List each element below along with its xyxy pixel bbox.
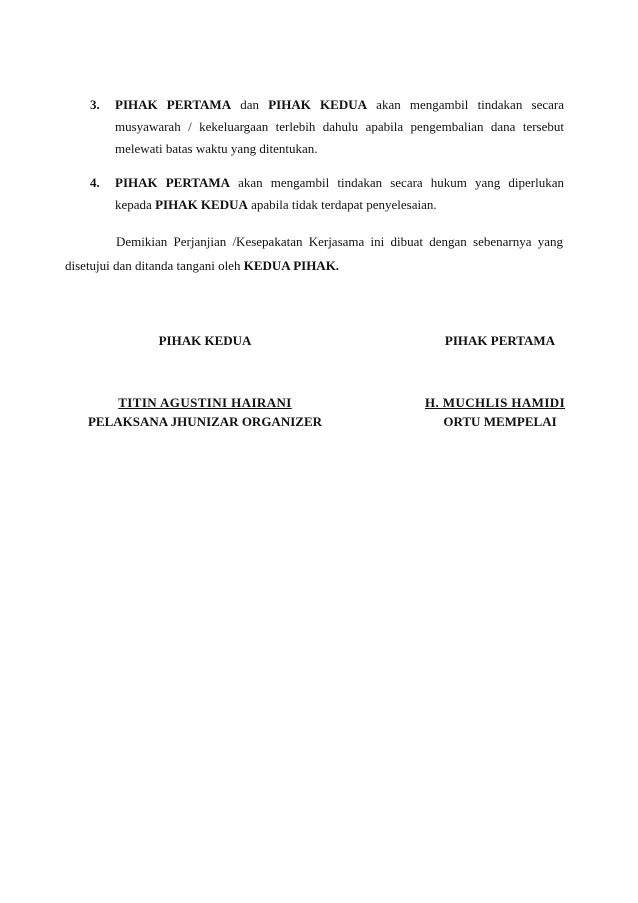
signature-left-name: TITIN AGUSTINI HAIRANI	[118, 395, 292, 410]
signature-right-name: H. MUCHLIS HAMIDI	[424, 395, 566, 410]
party-second: PIHAK KEDUA	[155, 197, 248, 212]
clause-3	[90, 94, 564, 160]
clause-body	[115, 94, 564, 160]
closing-text: Demikian Perjanjian /Kesepakatan Kerjasama ini dibuat dengan sebenarnya yang disetujui dan ditanda tangani oleh	[65, 234, 563, 273]
clause-4	[90, 172, 564, 216]
conjunction: dan	[231, 97, 269, 112]
clause-body	[115, 172, 564, 216]
clause-text-mid: akan mengambil tindakan secara hukum yang diperlukan kepada	[115, 175, 564, 212]
party-first: PIHAK PERTAMA	[115, 175, 231, 190]
closing-bold: KEDUA PIHAK.	[243, 258, 340, 273]
signature-left-role: PELAKSANA JHUNIZAR ORGANIZER	[87, 414, 323, 429]
signature-left-heading: PIHAK KEDUA	[158, 333, 252, 348]
party-first: PIHAK PERTAMA	[115, 97, 232, 112]
signature-right-heading: PIHAK PERTAMA	[444, 333, 556, 348]
party-second: PIHAK KEDUA	[268, 97, 367, 112]
closing-paragraph	[65, 230, 563, 278]
clause-text: apabila tidak terdapat penyelesaian.	[247, 197, 437, 212]
clause-number: 3.	[90, 97, 100, 112]
clause-text: akan mengambil tindakan secara musyawarah / kekeluargaan terlebih dahulu apabila pengembalian dana tersebut melewati batas waktu yang ditentukan.	[115, 97, 564, 156]
signature-right-role: ORTU MEMPELAI	[443, 414, 557, 429]
clause-number: 4.	[90, 175, 100, 190]
